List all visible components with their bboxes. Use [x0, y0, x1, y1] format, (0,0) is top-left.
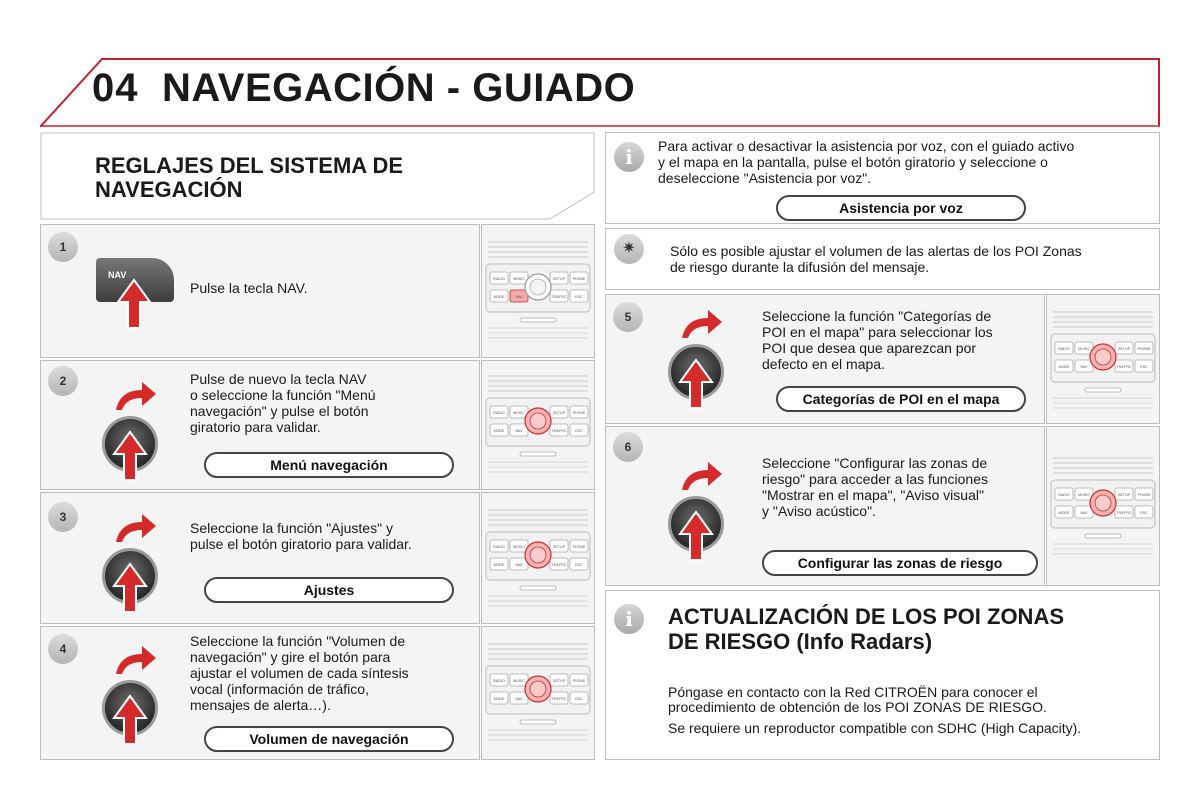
step-2-line: Pulse de nuevo la tecla NAV: [190, 371, 367, 387]
update-para1-line1: Póngase en contacto con la Red CITROËN para conocer el: [668, 684, 1038, 700]
update-title-line2: DE RIESGO (Info Radars): [668, 629, 933, 654]
radio-slot: [520, 720, 556, 724]
step-6-line: Seleccione "Configurar las zonas de: [762, 455, 988, 471]
radio-button-label: NAV: [515, 697, 523, 701]
step-5-line: Seleccione la función "Categorías de: [762, 308, 992, 324]
update-title-line1: ACTUALIZACIÓN DE LOS POI ZONAS: [668, 604, 1064, 629]
radio-button-label: SETUP: [553, 411, 565, 415]
radio-slot: [1085, 388, 1121, 392]
step-6-line: riesgo" para acceder a las funciones: [762, 471, 988, 487]
step-5-line: POI en el mapa" para seleccionar los: [762, 324, 993, 340]
info-icon: i: [614, 604, 644, 634]
radio-button-label: NAV: [1080, 365, 1088, 369]
radio-button-label: SETUP: [1118, 493, 1130, 497]
step-5-text: [762, 308, 993, 372]
radio-slot: [520, 318, 556, 322]
volume-tip-line: Sólo es posible ajustar el volumen de las alertas de los POI Zonas: [670, 243, 1082, 259]
radio-button-label: RADIO: [1058, 347, 1070, 351]
volume-tip-text: [670, 243, 1082, 275]
step-4-text: [190, 633, 409, 713]
step-4-line: mensajes de alerta…).: [190, 697, 331, 713]
radio-button-label: ESC: [1140, 511, 1148, 515]
rotate-arrow-icon: [112, 644, 158, 676]
radio-button-label: ESC: [575, 295, 583, 299]
step-3-line: Seleccione la función "Ajustes" y: [190, 520, 393, 536]
radio-button-label: RADIO: [493, 277, 505, 281]
radio-button-label: MODE: [1058, 511, 1070, 515]
settings-title-panel: [40, 132, 595, 220]
radio-button-label: MUSIC: [513, 679, 525, 683]
radio-slot: [520, 452, 556, 456]
radio-button-label: ESC: [575, 697, 583, 701]
step-2-line: navegación" y pulse el botón: [190, 403, 369, 419]
volume-tip-line: de riesgo durante la difusión del mensaje.: [670, 259, 930, 275]
radio-knob-inner: [1095, 349, 1111, 365]
radio-button-label: NAV: [1080, 511, 1088, 515]
radio-button-label: MODE: [493, 295, 505, 299]
radio-panel-thumbnail: [484, 502, 592, 614]
radio-button-label: PHONE: [1137, 493, 1151, 497]
chapter-title: NAVEGACIÓN - GUIADO: [162, 66, 636, 110]
radio-button-label: TRAFFIC: [551, 295, 567, 299]
knob-illustration: [100, 512, 164, 616]
step-4-line: navegación" y gire el botón para: [190, 649, 391, 665]
radio-button-label: SETUP: [553, 679, 565, 683]
nav-key: NAV: [96, 258, 174, 302]
radio-button-label: MUSIC: [1078, 347, 1090, 351]
step-1-badge: 1: [48, 232, 78, 262]
radio-button-label: TRAFFIC: [1116, 365, 1132, 369]
voice-assist-text: [658, 138, 1074, 186]
step-3-badge: 3: [48, 502, 78, 532]
radio-button-label: MUSIC: [1078, 493, 1090, 497]
radio-button-label: MODE: [493, 697, 505, 701]
press-arrow-icon: [678, 358, 714, 410]
radio-knob-inner: [530, 547, 546, 563]
menu-navegacion-pill[interactable]: Menú navegación: [204, 452, 454, 478]
radio-button-label: PHONE: [572, 545, 586, 549]
volumen-navegacion-pill[interactable]: Volumen de navegación: [204, 726, 454, 752]
step-3-text: [190, 520, 412, 552]
radio-button-label: PHONE: [572, 277, 586, 281]
radio-button-label: MODE: [493, 429, 505, 433]
radio-button-label: PHONE: [572, 411, 586, 415]
radio-button-label: ESC: [575, 563, 583, 567]
radio-panel-thumbnail: [1049, 450, 1157, 562]
step-3-line: pulse el botón giratorio para validar.: [190, 536, 412, 552]
knob-illustration: [666, 308, 730, 412]
radio-knob-inner: [530, 279, 546, 295]
radio-button-label: MUSIC: [513, 545, 525, 549]
radio-button-label: RADIO: [1058, 493, 1070, 497]
step-6-line: "Mostrar en el mapa", "Aviso visual": [762, 487, 984, 503]
radio-panel-thumbnail: [484, 636, 592, 748]
step-2-line: o seleccione la función "Menú: [190, 387, 376, 403]
step-5-badge: 5: [613, 302, 643, 332]
press-arrow-icon: [112, 430, 148, 482]
update-para1-line2: procedimiento de obtención de los POI ZONAS DE RIESGO.: [668, 699, 1047, 715]
radio-button-label: MODE: [493, 563, 505, 567]
radio-knob-inner: [530, 413, 546, 429]
step-5-line: POI que desea que aparezcan por: [762, 340, 977, 356]
update-para2: Se requiere un reproductor compatible con SDHC (High Capacity).: [668, 720, 1082, 736]
press-arrow-icon: [112, 562, 148, 614]
step-4-line: vocal (información de tráfico,: [190, 681, 369, 697]
radio-panel-thumbnail: [484, 234, 592, 346]
rotate-arrow-icon: [112, 380, 158, 412]
voice-assist-line: deseleccione "Asistencia por voz".: [658, 170, 872, 186]
radio-button-label: PHONE: [1137, 347, 1151, 351]
knob-illustration: [666, 460, 730, 564]
settings-title-line1: REGLAJES DEL SISTEMA DE: [95, 153, 404, 178]
nav-key-illustration: [96, 258, 176, 330]
radio-button-label: SETUP: [553, 277, 565, 281]
radio-button-label: MUSIC: [513, 277, 525, 281]
rotate-arrow-icon: [678, 308, 724, 340]
radio-button-label: TRAFFIC: [551, 429, 567, 433]
radio-knob-inner: [1095, 495, 1111, 511]
ajustes-pill[interactable]: Ajustes: [204, 577, 454, 603]
step-4-line: Seleccione la función "Volumen de: [190, 633, 406, 649]
press-arrow-icon: [112, 694, 148, 746]
knob-illustration: [100, 644, 164, 748]
rotate-arrow-icon: [112, 512, 158, 544]
step-4-line: ajustar el volumen de cada síntesis: [190, 665, 409, 681]
step-1-text: Pulse la tecla NAV.: [190, 280, 308, 296]
knob-illustration: [100, 380, 164, 484]
step-6-line: y "Aviso acústico".: [762, 503, 876, 519]
chapter-number: 04: [92, 66, 139, 110]
radio-button-label: TRAFFIC: [551, 563, 567, 567]
radio-knob-inner: [530, 681, 546, 697]
step-4-badge: 4: [48, 634, 78, 664]
radio-button-label: NAV: [515, 563, 523, 567]
voice-assist-line: Para activar o desactivar la asistencia por voz, con el guiado activo: [658, 138, 1075, 154]
step-5-line: defecto en el mapa.: [762, 356, 885, 372]
step-6-badge: 6: [613, 432, 643, 462]
radio-button-label: RADIO: [493, 679, 505, 683]
radio-button-label: PHONE: [572, 679, 586, 683]
lightbulb-icon: ✷: [614, 234, 644, 264]
radio-button-label: MUSIC: [513, 411, 525, 415]
radio-button-label: ESC: [1140, 365, 1148, 369]
radio-button-label: NAV: [515, 295, 523, 299]
radio-button-label: NAV: [515, 429, 523, 433]
categorias-poi-pill[interactable]: Categorías de POI en el mapa: [776, 386, 1026, 412]
radio-button-label: SETUP: [553, 545, 565, 549]
radio-button-label: RADIO: [493, 545, 505, 549]
radio-button-label: SETUP: [1118, 347, 1130, 351]
press-arrow-icon: [116, 278, 152, 330]
rotate-arrow-icon: [678, 460, 724, 492]
step-2-badge: 2: [48, 366, 78, 396]
radio-slot: [1085, 534, 1121, 538]
asistencia-por-voz-pill[interactable]: Asistencia por voz: [776, 195, 1026, 221]
configurar-zonas-riesgo-pill[interactable]: Configurar las zonas de riesgo: [762, 550, 1038, 576]
step-2-line: giratorio para validar.: [190, 419, 321, 435]
voice-assist-line: y el mapa en la pantalla, pulse el botón giratorio y seleccione o: [658, 154, 1048, 170]
radio-button-label: MODE: [1058, 365, 1070, 369]
radio-button-label: ESC: [575, 429, 583, 433]
radio-panel-thumbnail: [1049, 304, 1157, 416]
radio-button-label: RADIO: [493, 411, 505, 415]
radio-slot: [520, 586, 556, 590]
step-6-text: [762, 455, 988, 519]
info-icon: i: [614, 142, 644, 172]
step-2-text: [190, 371, 376, 435]
radio-button-label: TRAFFIC: [551, 697, 567, 701]
radio-button-label: TRAFFIC: [1116, 511, 1132, 515]
press-arrow-icon: [678, 510, 714, 562]
radio-panel-thumbnail: [484, 368, 592, 480]
settings-title-line2: NAVEGACIÓN: [95, 177, 243, 202]
